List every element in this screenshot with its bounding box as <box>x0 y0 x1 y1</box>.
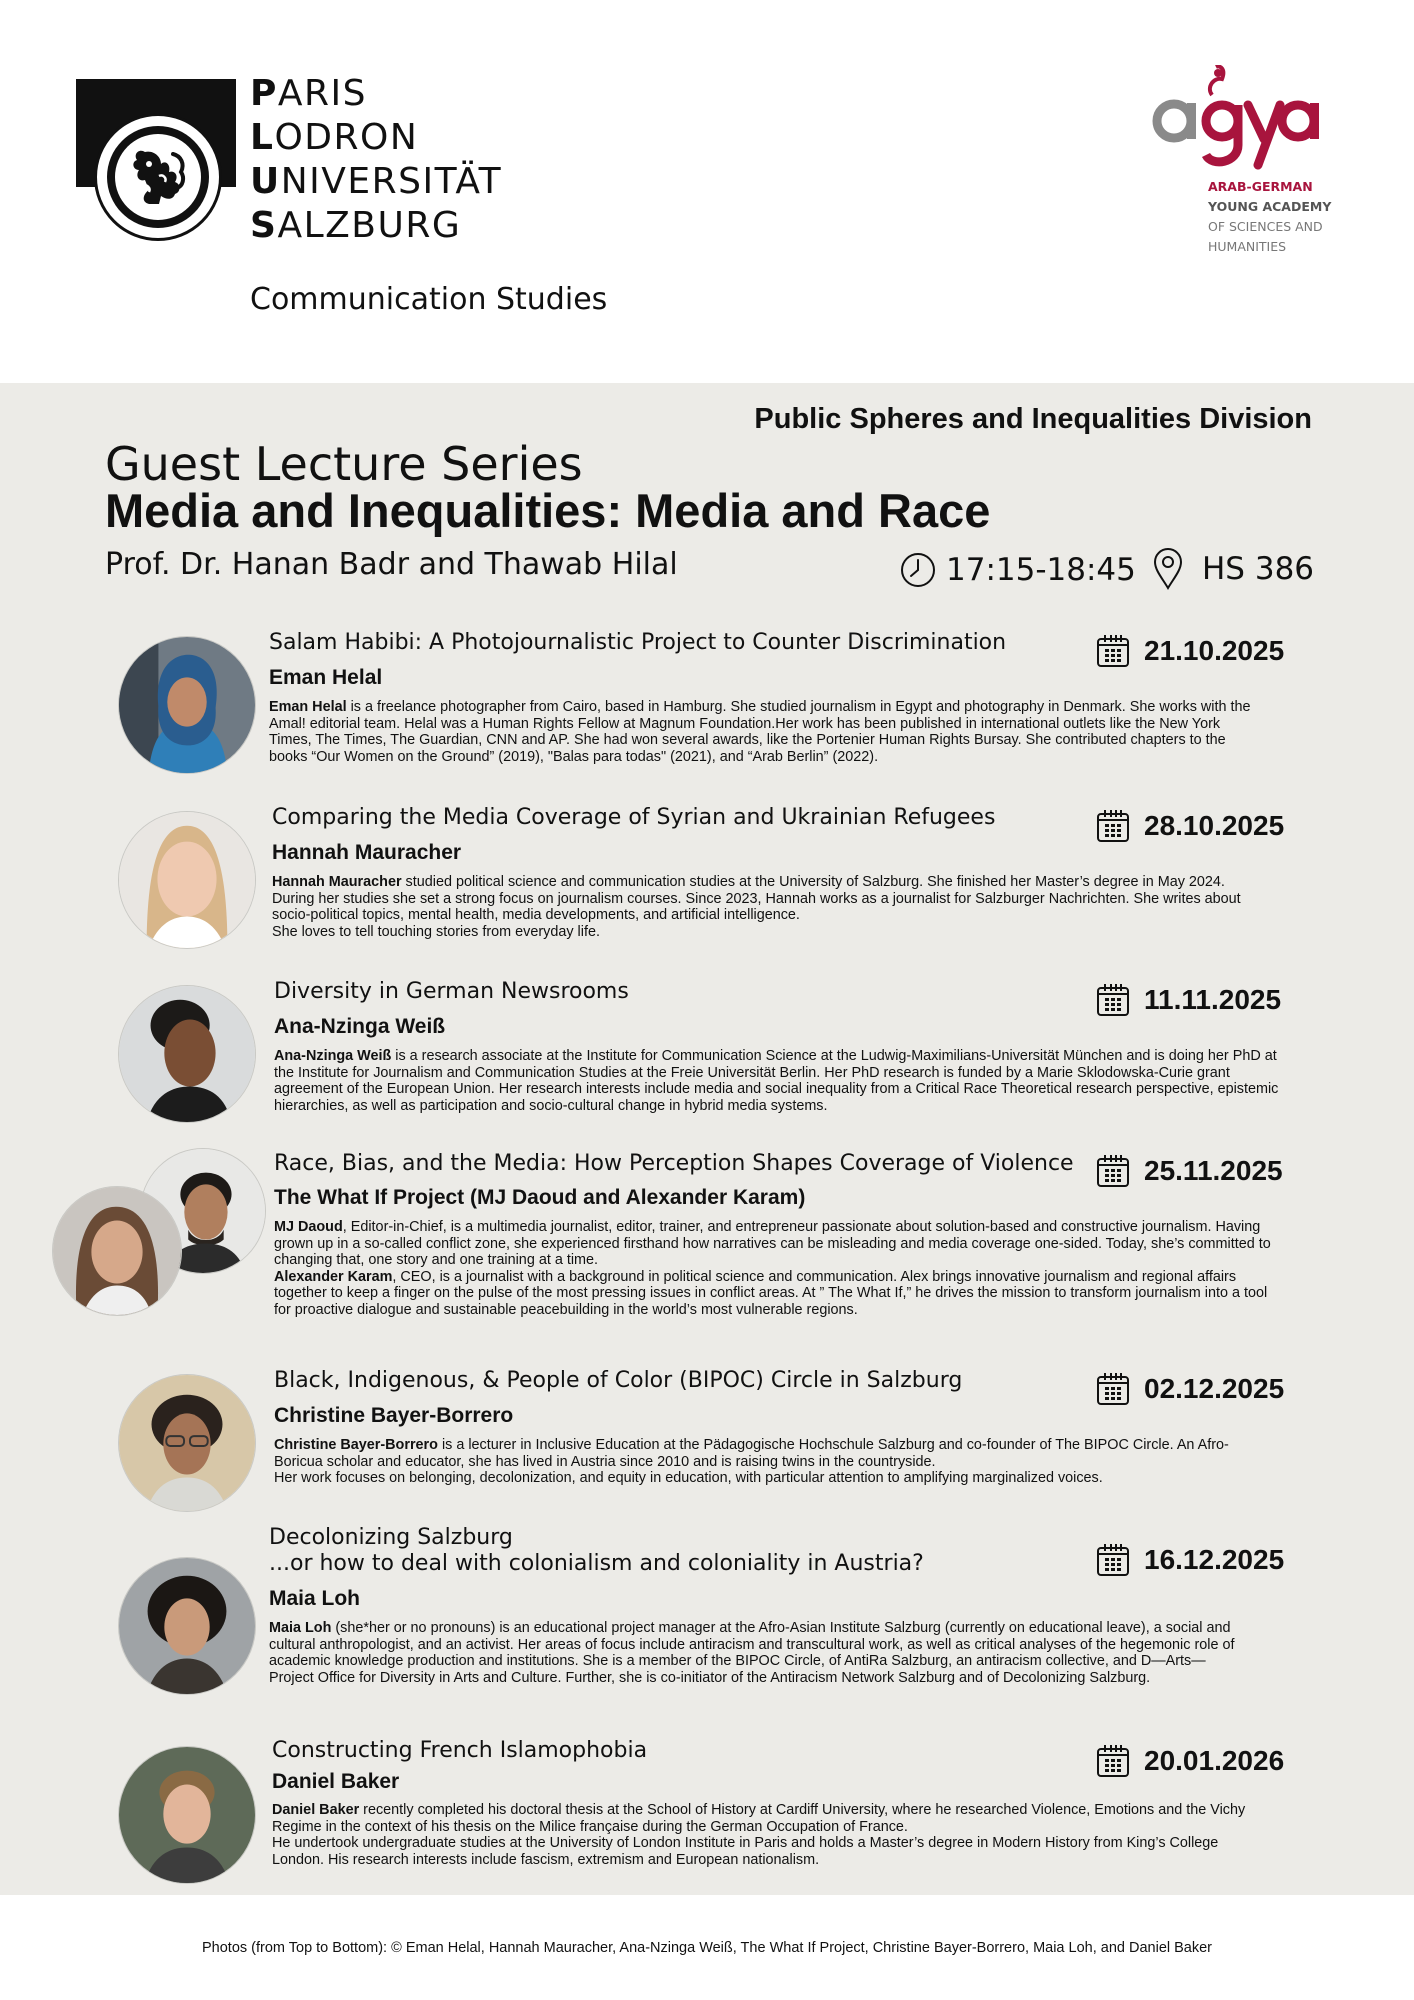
lecture-room <box>1152 547 1314 591</box>
location-pin-icon <box>1152 548 1184 590</box>
calendar-icon <box>1096 809 1130 843</box>
lecture-title: Race, Bias, and the Media: How Perception Shapes Coverage of Violence <box>274 1151 1074 1176</box>
lecture-title: Decolonizing Salzburg <box>269 1525 513 1550</box>
lecture-title: Salam Habibi: A Photojournalistic Project to Counter Discrimination <box>269 630 1007 655</box>
lecture-title: Black, Indigenous, & People of Color (BIPOC) Circle in Salzburg <box>274 1368 963 1393</box>
speaker-bio: Hannah Mauracher studied political science and communication studies at the University of Salzburg. She finished her Master’s degree in May 2024. During her studies she set a strong focus on journalism courses. Since 2023, Hannah works as a journalist for Salzburger Nachrichten. She writes about socio-political topics, mental health, media developments, and artificial intelligence. She loves to tell touching stories from everyday life. <box>272 874 1241 940</box>
lecture-title: Diversity in German Newsrooms <box>274 979 629 1004</box>
speaker-photo <box>118 1746 256 1884</box>
agya-text-line: HUMANITIES <box>1208 239 1287 254</box>
speaker-name: Hannah Mauracher <box>272 841 462 864</box>
series-title: Media and Inequalities: Media and Race <box>105 484 991 537</box>
speaker-photo <box>52 1186 182 1316</box>
photo-credits: Photos (from Top to Bottom): © Eman Helal, Hannah Mauracher, Ana-Nzinga Weiß, The What If Project, Christine Bayer-Borrero, Maia Loh, and Daniel Baker <box>201 1940 1213 1956</box>
calendar-icon <box>1096 1154 1130 1188</box>
lecture-date <box>1096 809 1284 843</box>
speaker-bio: Ana-Nzinga Weiß is a research associate at the Institute for Communication Science at the Ludwig-Maximilians-Universität München and is doing her PhD at the Institute for Journalism and Communication Studies at the Freie Universität Berlin. Her PhD research is funded by a Marie Sklodowska-Curie grant agreement of the European Union. Her research interests include media and social inequality from a Critical Race Theoretical research perspective, epistemic hierarchies, as well as participation and socio-cultural change in hybrid media systems. <box>274 1048 1279 1114</box>
lecture-panel <box>0 383 1414 1895</box>
speaker-name: Daniel Baker <box>272 1770 400 1793</box>
lecture-date <box>1096 983 1281 1017</box>
date-text: 25.11.2025 <box>1144 1155 1283 1186</box>
agya-logo-icon <box>1152 65 1322 175</box>
university-line: UNIVERSITÄT <box>250 161 503 202</box>
speaker-photo <box>118 1557 256 1695</box>
speaker-photo <box>118 1374 256 1512</box>
room-text: HS 386 <box>1202 551 1315 587</box>
speaker-bio: Daniel Baker recently completed his doctoral thesis at the School of History at Cardiff University, where he researched Violence, Emotions and the Vichy Regime in the context of his thesis on the Milice française during the German Occupation of France. He undertook undergraduate studies at the University of London Institute in Paris and holds a Master’s degree in Modern History from King’s College London. His research interests include fascism, extremism and European nationalism. <box>272 1802 1246 1868</box>
lecture-title: Comparing the Media Coverage of Syrian and Ukrainian Refugees <box>272 805 996 830</box>
lecture-date <box>1096 1543 1284 1577</box>
university-name <box>250 72 502 248</box>
agya-text-line: YOUNG ACADEMY <box>1208 199 1332 214</box>
lecture-time <box>900 549 1136 591</box>
department-name: Communication Studies <box>250 282 608 317</box>
clock-icon <box>900 552 936 588</box>
speaker-name: The What If Project (MJ Daoud and Alexander Karam) <box>274 1186 806 1209</box>
lecture-subtitle: ...or how to deal with colonialism and coloniality in Austria? <box>269 1551 924 1576</box>
university-line: SALZBURG <box>250 205 462 246</box>
date-text: 28.10.2025 <box>1144 810 1285 841</box>
speaker-name: Ana-Nzinga Weiß <box>274 1015 446 1038</box>
agya-logo <box>1150 65 1350 265</box>
date-text: 20.01.2026 <box>1144 1745 1285 1776</box>
calendar-icon <box>1096 1543 1130 1577</box>
date-text: 11.11.2025 <box>1144 984 1282 1015</box>
speaker-photo <box>118 636 256 774</box>
calendar-icon <box>1096 983 1130 1017</box>
calendar-icon <box>1096 1372 1130 1406</box>
lecture-date <box>1096 634 1284 668</box>
time-text: 17:15-18:45 <box>946 552 1136 588</box>
speaker-bio: Eman Helal is a freelance photographer from Cairo, based in Hamburg. She studied journalism in Egypt and photography in Denmark. She works with the Amal! editorial team. Helal was a Human Rights Fellow at Magnum Foundation.Her work has been published in international outlets like the New York Times, The Times, The Guardian, CNN and AP. She had won several awards, like the Portenier Human Rights Bursay. She contributed chapters to the books “Our Women on the Ground” (2019), "Balas para todas" (2021), and “Arab Berlin” (2022). <box>269 699 1251 765</box>
speaker-name: Christine Bayer-Borrero <box>274 1404 514 1427</box>
division-name: Public Spheres and Inequalities Division <box>754 403 1312 435</box>
university-line: LODRON <box>250 117 419 158</box>
speaker-bio: Christine Bayer-Borrero is a lecturer in Inclusive Education at the Pädagogische Hochschule Salzburg and co-founder of The BIPOC Circle. An Afro-Boricua scholar and educator, she has lived in Austria since 2010 and is raising twins in the countryside. Her work focuses on belonging, decolonization, and equity in education, with particular attention to amplifying marginalized voices. <box>274 1437 1229 1487</box>
date-text: 21.10.2025 <box>1144 635 1285 666</box>
calendar-icon <box>1096 634 1130 668</box>
speaker-name: Eman Helal <box>269 666 383 689</box>
lecture-date <box>1096 1372 1284 1406</box>
lecture-date <box>1096 1744 1284 1778</box>
speaker-photo <box>118 985 256 1123</box>
date-text: 02.12.2025 <box>1144 1373 1285 1404</box>
agya-text-line: OF SCIENCES AND <box>1208 219 1323 234</box>
speaker-bio: Maia Loh (she*her or no pronouns) is an educational project manager at the Afro-Asian Institute Salzburg (currently on educational leave), a social and cultural anthropologist, and an activist. Her areas of focus include antiracism and transcultural work, as well as critical analyses of the hegemonic role of academic knowledge production and institutions. She is a member of the BIPOC Circle, of AntiRa Salzburg, an antiracism collective, and D—Arts—Project Office for Diversity in Arts and Culture. Further, she is co-initiator of the Antiracism Network Salzburg and of Decolonizing Salzburg. <box>269 1620 1235 1686</box>
speaker-name: Maia Loh <box>269 1587 361 1610</box>
lecture-date <box>1096 1154 1283 1188</box>
speaker-photo <box>118 811 256 949</box>
lecture-title: Constructing French Islamophobia <box>272 1738 648 1763</box>
poster-header <box>0 0 1414 383</box>
series-name: Guest Lecture Series <box>105 437 583 491</box>
organizers: Prof. Dr. Hanan Badr and Thawab Hilal <box>105 547 678 582</box>
date-text: 16.12.2025 <box>1144 1544 1285 1575</box>
speaker-bio: MJ Daoud, Editor-in-Chief, is a multimedia journalist, editor, trainer, and entrepreneur passionate about solution-based and constructive journalism. Having grown up in a so-called conflict zone, she experienced firsthand how narratives can be misleading and media coverage one-sided. Today, she’s committed to changing that, one story and one training at a time. Alexander Karam, CEO, is a journalist with a background in political science and communication. Alex brings innovative journalism and regional affairs together to keep a finger on the pulse of the most pressing issues in conflict areas. At ” The What If,” he drives the mission to transform journalism into a tool for proactive dialogue and sustainable peacebuilding in the world’s most vulnerable regions. <box>274 1219 1271 1318</box>
university-line: PARIS <box>250 73 367 114</box>
agya-text-line: ARAB-GERMAN <box>1208 179 1313 194</box>
plus-lion-seal-icon <box>76 79 236 247</box>
calendar-icon <box>1096 1744 1130 1778</box>
